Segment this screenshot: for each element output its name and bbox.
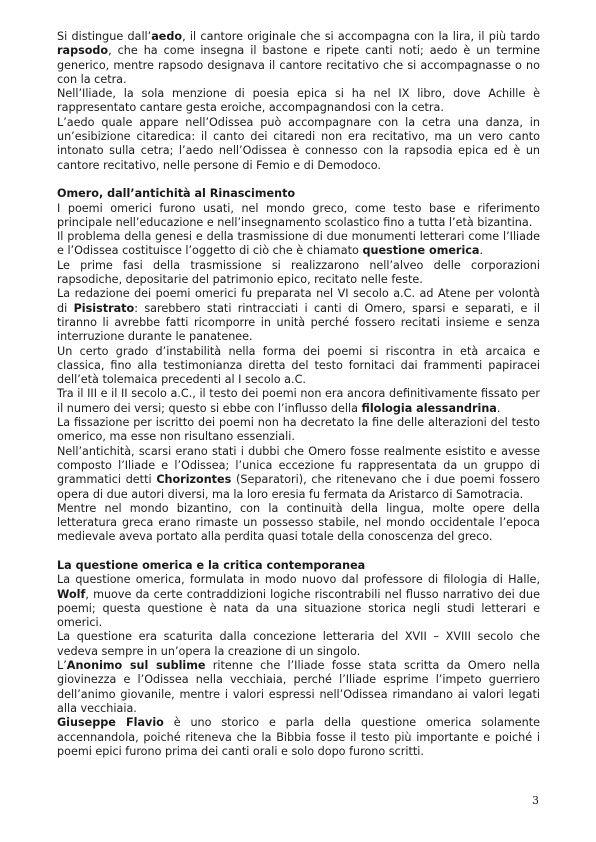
text: ritenne che l’Iliade fosse stata scritta da Omero nella giovinezza e l’Odissea nella vecchiaia, perché l’Iliade esprime l’impeto guerriero dell’animo giovanile, mentre i valori espressi nell’Odissea rimandano ai valori legati alla vecchiaia. [57, 659, 540, 715]
text: (Separatori), che ritenevano che i due poemi fossero opera di due autori diversi, ma la loro eresia fu fermata da Aristarco di Samotracia. [57, 473, 540, 501]
text: La redazione dei poemi omerici fu preparata nel VI secolo a.C. ad Atene per volontà di [57, 287, 540, 315]
section-heading-questione: La questione omerica e la critica contemporanea [57, 558, 366, 572]
text: Nell’antichità, scarsi erano stati i dubbi che Omero fosse realmente esistito e avesse composto l’Iliade e l’Odissea; l’unica eccezione fu rappresentata da un gruppo di grammatici detti [57, 444, 540, 487]
term-wolf: Wolf [57, 587, 86, 601]
term-pisistrato: Pisistrato [73, 301, 135, 315]
text: . [496, 401, 501, 415]
paragraph: La questione era scaturita dalla concezione letteraria del XVII – XVIII secolo che vedeva sempre in un’opera la creazione di un singolo. [57, 630, 540, 658]
text: : sarebbero stati rintracciati i canti di Omero, sparsi e separati, e il tiranno li avrebbe fatti ricomporre in unità perché fossero recitati insieme e senza interruzione durante le panatenee. [57, 301, 540, 344]
paragraph [57, 573, 540, 630]
text: . [479, 244, 484, 258]
paragraph-odissea: L’aedo quale appare nell’Odissea può accompagnare con la cetra una danza, in un’esibizione citaredica: il canto dei citaredi non era recitativo, ma un vero canto intonato sulla cetra; l’aedo nell’Odissea è connesso con la rapsodia epica ed è un cantore recitativo, nelle persone di Femio e di Demodoco. [57, 115, 540, 172]
paragraph-aedo [57, 30, 540, 87]
text: La questione omerica, formulata in modo nuovo dal professore di filologia di Halle, [57, 573, 540, 587]
paragraph-iliade: Nell’Iliade, la sola menzione di poesia epica si ha nel IX libro, dove Achille è rappresentato cantare gesta eroiche, accompagnandosi con la cetra. [57, 87, 540, 115]
term-aedo: aedo [151, 30, 183, 43]
paragraph: La fissazione per iscritto dei poemi non ha decretato la fine delle alterazioni del testo omerico, ma esse non risultano essenziali. [57, 416, 540, 444]
paragraph: I poemi omerici furono usati, nel mondo greco, come testo base e riferimento principale nell’educazione e nell’insegnamento scolastico fino a tutta l’età bizantina. [57, 201, 540, 229]
paragraph [57, 387, 540, 416]
paragraph [57, 287, 540, 344]
term-rapsodo: rapsodo [57, 44, 109, 58]
text: L’ [57, 659, 67, 673]
text: , che ha come insegna il bastone e ripete canti noti; aedo è un termine generico, mentre rapsodo designava il cantore recitativo che si accompagnasse o no con la cetra. [57, 44, 540, 86]
text: Si distingue dall’ [57, 30, 152, 43]
paragraph [57, 230, 540, 259]
paragraph: Le prime fasi della trasmissione si realizzarono nell’alveo delle corporazioni rapsodiche, depositarie del patrimonio epico, recitato nelle feste. [57, 258, 540, 287]
text: è uno storico e parla della questione omerica solamente accennandola, poiché riteneva che la Bibbia fosse il testo più importante e poiché i poemi epici furono prima dei canti orali e solo dopo furono scritti. [57, 716, 540, 758]
section-heading-omero: Omero, dall’antichità al Rinascimento [57, 187, 296, 201]
paragraph [57, 445, 540, 502]
page-number: 3 [532, 794, 539, 807]
paragraph: Un certo grado d’instabilità nella forma dei poemi si riscontra in età arcaica e classica, fino alla testimonianza diretta del testo fornitaci dai frammenti papiracei dell’età tolemaica precedenti al I secolo a.C. [57, 344, 540, 387]
term-filologia-alessandrina: filologia alessandrina [361, 401, 497, 415]
document-body [57, 30, 540, 759]
text: Tra il III e il II secolo a.C., il testo dei poemi non era ancora definitivamente fissato per il numero dei versi; questo si ebbe con l’influsso della [57, 387, 540, 415]
text: , muove da certe contraddizioni logiche riscontrabili nel flusso narrativo dei due poemi; questa questione è nata da una situazione storica negli studi letterari e omerici. [57, 587, 540, 630]
paragraph [57, 659, 540, 716]
paragraph [57, 716, 540, 759]
text: , il cantore originale che si accompagna con la lira, il più tardo [182, 30, 540, 43]
term-giuseppe-flavio: Giuseppe Flavio [57, 716, 164, 730]
term-anonimo-sul-sublime: Anonimo sul sublime [66, 659, 206, 673]
text: Il problema della genesi e della trasmissione di due monumenti letterari come l’Iliade e l’Odissea costituisce l’oggetto di ciò che è chiamato [57, 230, 540, 258]
term-chorizontes: Chorizontes [156, 473, 232, 487]
paragraph: Mentre nel mondo bizantino, con la continuità della lingua, molte opere della letteratura greca erano rimaste un possesso stabile, nel mondo occidentale l’epoca medievale aveva portato alla perdita quasi totale della conoscenza del greco. [57, 501, 540, 544]
term-questione-omerica: questione omerica [362, 244, 480, 258]
